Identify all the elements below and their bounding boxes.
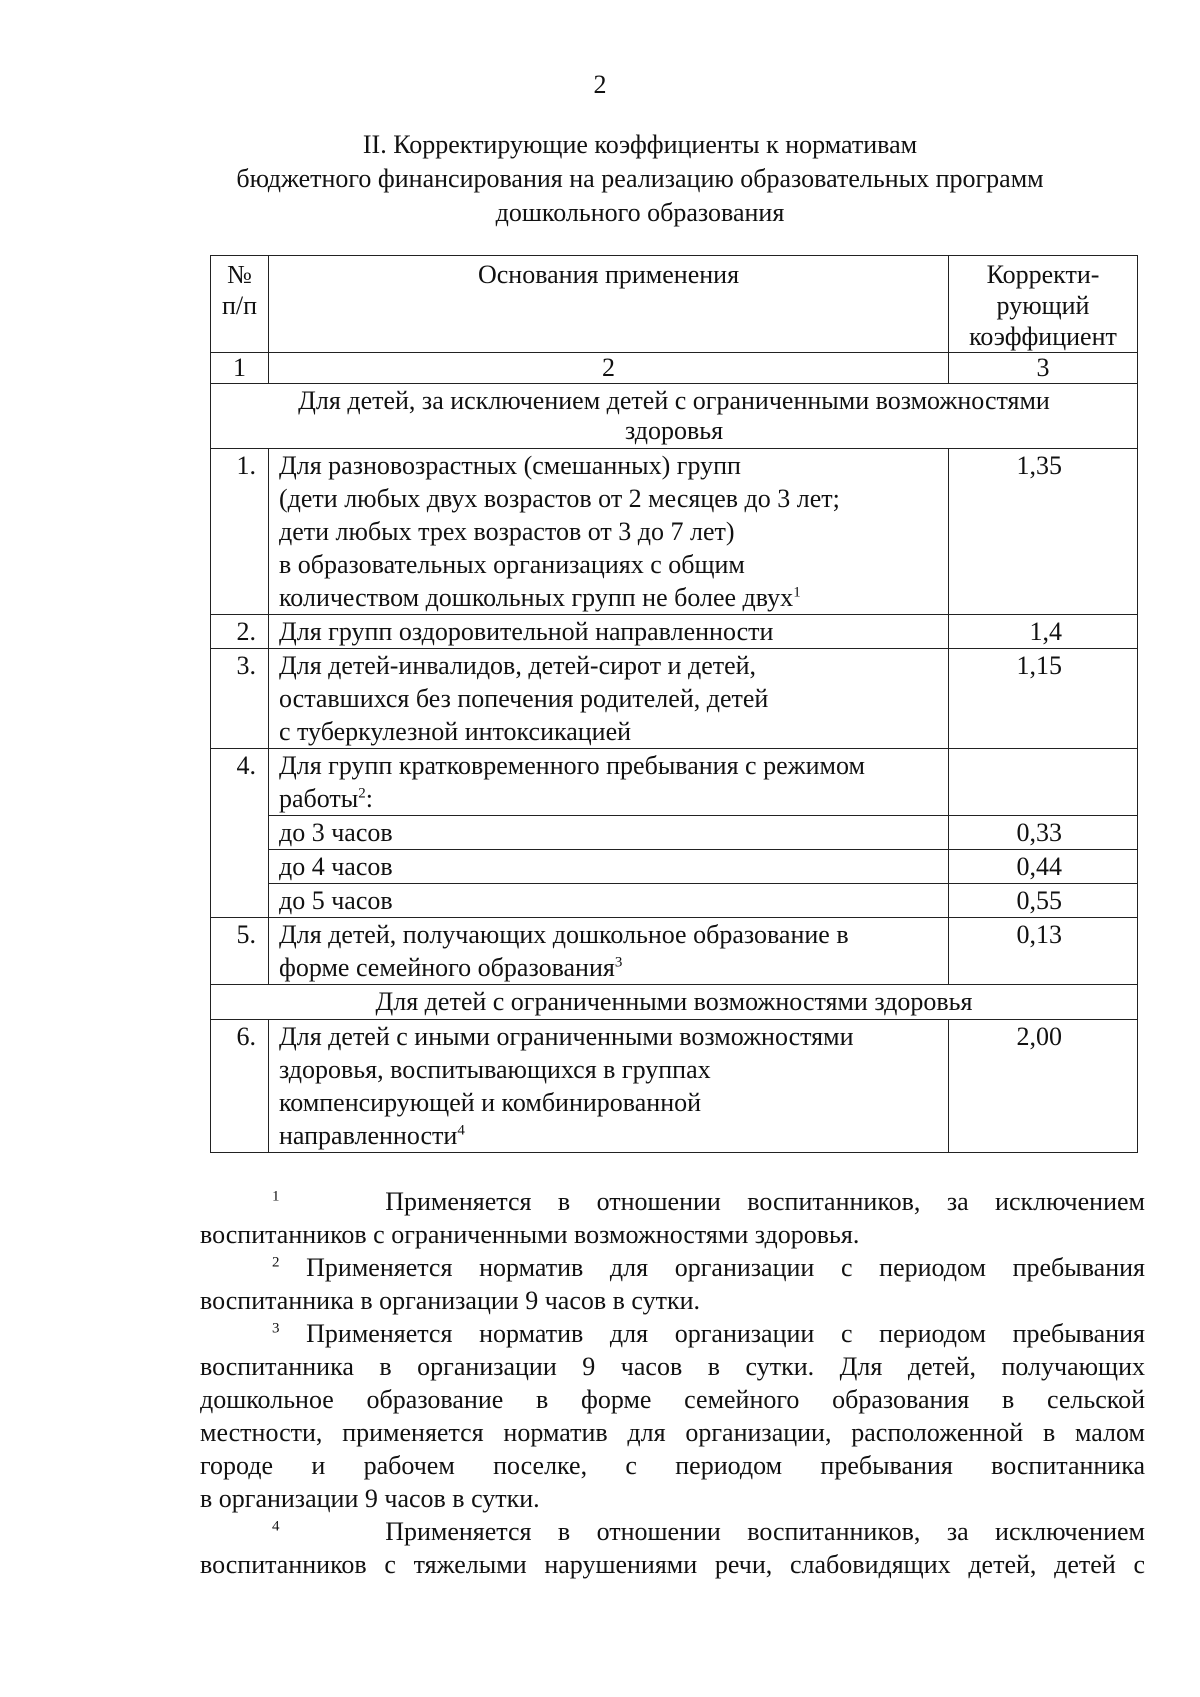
footnote: $^1$ Применяется в отношении воспитанников, за исключением воспитанников с ограниченными возможностями здоровья.: [200, 1187, 1145, 1249]
row-basis: Для разновозрастных (смешанных) групп (дети любых двух возрастов от 2 месяцев до 3 лет; дети любых трех возрастов от 3 до 7 лет) в образовательных организациях с общим количеством дошкольных групп не более двух$^1$: [269, 449, 949, 615]
subrow-label: до 5 часов: [269, 884, 949, 918]
table-row: [211, 1020, 1138, 1153]
section-heading: Для детей с ограниченными возможностями здоровья: [211, 985, 1138, 1020]
row-number: 6.: [211, 1020, 269, 1153]
table-row: [211, 649, 1138, 749]
section-title: [200, 128, 1080, 230]
row-coefficient: 2,00: [949, 1020, 1138, 1153]
header-coefficient: Корректи- рующий коэффициент: [949, 256, 1138, 353]
subrow-coefficient: 0,44: [949, 850, 1138, 884]
table-row: [211, 615, 1138, 649]
subrow-label: до 4 часов: [269, 850, 949, 884]
column-number-row: [211, 353, 1138, 384]
subrow-coefficient: 0,55: [949, 884, 1138, 918]
footnotes: [200, 1185, 1145, 1581]
row-coefficient: 1,15: [949, 649, 1138, 749]
row-coefficient: 1,35: [949, 449, 1138, 615]
header-basis: Основания применения: [269, 256, 949, 353]
row-coefficient: 0,13: [949, 918, 1138, 985]
section-row-general: [211, 384, 1138, 449]
coefficients-table: [210, 255, 1138, 1153]
row-number: 1.: [211, 449, 269, 615]
column-number: 2: [269, 353, 949, 384]
subrow-label: до 3 часов: [269, 816, 949, 850]
table-subrow: [211, 850, 1138, 884]
row-basis: Для групп оздоровительной направленности: [269, 615, 949, 649]
section-heading: Для детей, за исключением детей с ограниченными возможностями здоровья: [211, 384, 1138, 449]
row-basis: Для детей, получающих дошкольное образование в форме семейного образования$^3$: [269, 918, 949, 985]
row-number: 5.: [211, 918, 269, 985]
row-coefficient: [949, 749, 1138, 816]
row-basis: Для детей-инвалидов, детей-сирот и детей, оставшихся без попечения родителей, детей с туберкулезной интоксикацией: [269, 649, 949, 749]
row-number: 4.: [211, 749, 269, 816]
column-number: 1: [211, 353, 269, 384]
row-number: 2.: [211, 615, 269, 649]
row-coefficient: 1,4: [949, 615, 1138, 649]
footnote: $^4$ Применяется в отношении воспитанников, за исключением воспитанников с тяжелыми нарушениями речи, слабовидящих детей, детей с: [200, 1517, 1145, 1579]
header-number: № п/п: [211, 256, 269, 353]
table-row: [211, 918, 1138, 985]
title-line: бюджетного финансирования на реализацию образовательных программ: [236, 164, 1044, 193]
table-row: [211, 749, 1138, 816]
column-number: 3: [949, 353, 1138, 384]
row-basis: Для групп кратковременного пребывания с режимом работы$^2$:: [269, 749, 949, 816]
table-subrow: [211, 816, 1138, 850]
page-number: 2: [593, 70, 607, 99]
footnote: $^2$ Применяется норматив для организации с периодом пребывания воспитанника в организации 9 часов в сутки.: [200, 1253, 1146, 1315]
footnote: $^3$ Применяется норматив для организации с периодом пребывания воспитанника в организации 9 часов в сутки. Для детей, получающих дошкольное образование в форме семейного образования в сельской местности, применяется норматив для организации, расположенной в малом городе и рабочем поселке, с периодом пребывания воспитанника в организации 9 часов в сутки.: [200, 1319, 1146, 1513]
row-basis: Для детей с иными ограниченными возможностями здоровья, воспитывающихся в группах компенсирующей и комбинированной направленности$^4$: [269, 1020, 949, 1153]
table-row: [211, 449, 1138, 615]
row-number: 3.: [211, 649, 269, 749]
title-line: дошкольного образования: [495, 198, 785, 227]
subrow-coefficient: 0,33: [949, 816, 1138, 850]
title-line: II. Корректирующие коэффициенты к нормативам: [362, 130, 918, 159]
table-subrow: [211, 884, 1138, 918]
section-row-disabilities: [211, 985, 1138, 1020]
table-header-row: [211, 256, 1138, 353]
